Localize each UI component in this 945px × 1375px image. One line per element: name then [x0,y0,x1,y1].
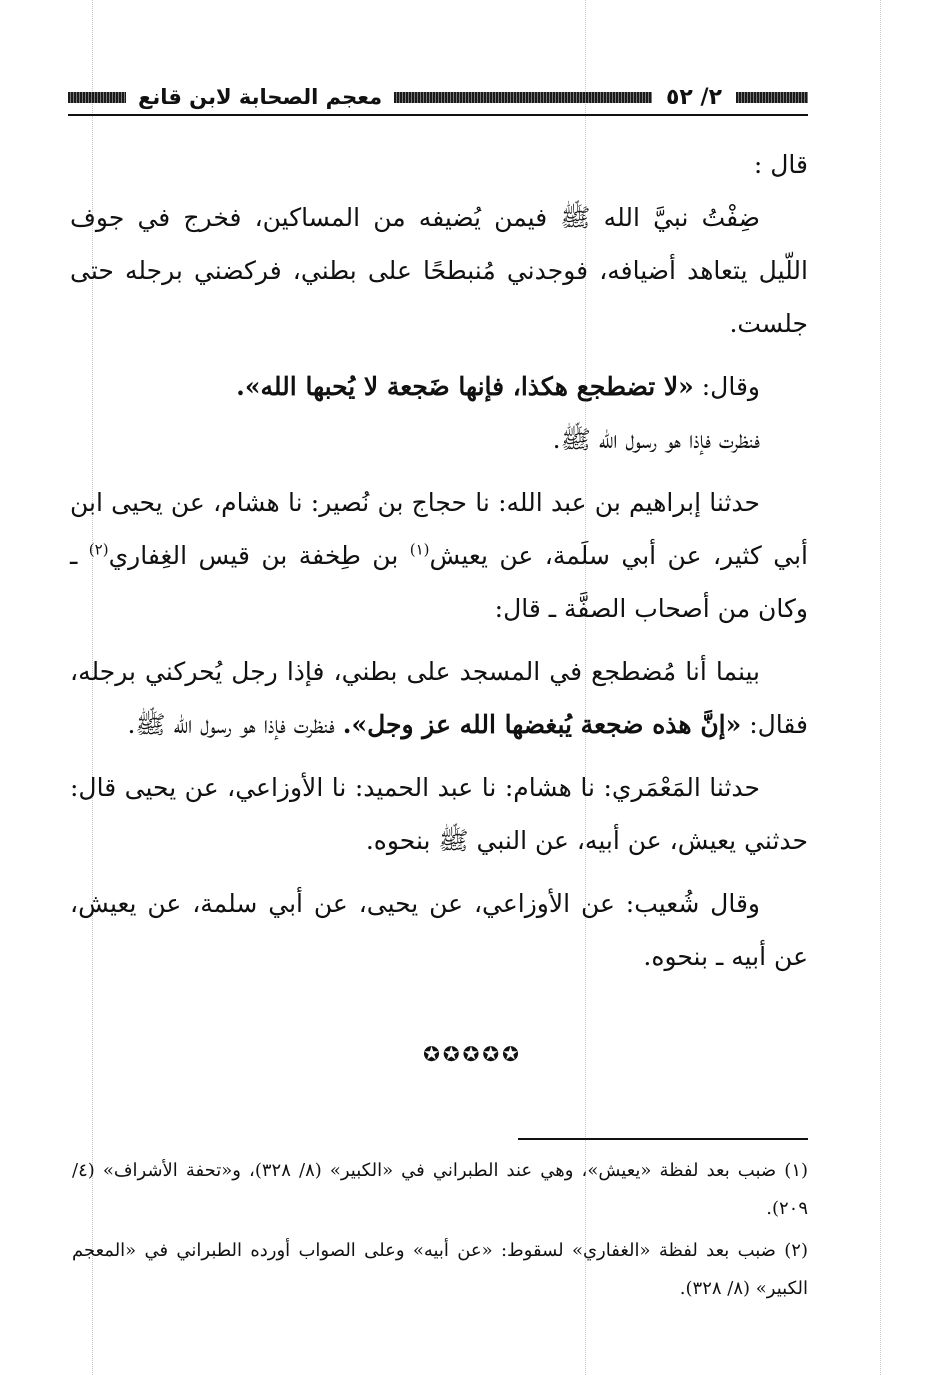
header-ornament-bar [68,92,126,103]
hadith-quote: «لا تضطجع هكذا، فإنها ضَجعة لا يُحبها الله». [236,372,694,401]
paragraph: قال : [753,150,808,179]
book-title: معجم الصحابة لابن قانع [138,85,383,109]
main-text [70,138,808,993]
running-header [68,82,808,112]
footnotes [72,1152,808,1312]
paragraph: ضِفْتُ نبيَّ الله ﷺ فيمن يُضيفه من المساكين، فخرج في جوف اللّيل يتعاهد أضيافه، فوجدني مُنبطحًا على بطني، فركضني برجله حتى جلست. [70,203,808,338]
isnad-text: ـ وكان من أصحاب الصفَّة ـ قال: [70,541,808,623]
footnote-ref[interactable]: (٢) [88,540,109,559]
paragraph [70,645,808,751]
scan-guide-line [880,0,881,1375]
footnote-ref[interactable]: (١) [409,540,430,559]
isnad-text: بن طِخفة بن قيس الغِفاري [108,541,410,570]
header-ornament-bar [736,92,808,103]
footnote-rule [518,1138,808,1140]
isnad-text: حدثنا إبراهيم بن عبد الله: نا حجاج بن نُصير: نا هشام، عن يحيى ابن أبي كثير، عن أبي سلَمة، عن يعيش [70,488,808,570]
paragraph-lead: وقال: [693,372,760,401]
paragraph: حدثنا المَعْمَري: نا هشام: نا عبد الحميد: نا الأوزاعي، عن يحيى قال: حدثني يعيش، عن أبيه، عن النبي ﷺ بنحوه. [70,773,808,855]
header-rule [68,114,808,116]
paragraph: وقال شُعيب: عن الأوزاعي، عن يحيى، عن أبي سلمة، عن يعيش، عن أبيه ـ بنحوه. [70,889,808,971]
paragraph [70,476,808,635]
page-number: ٢/ ٥٢ [666,84,722,110]
header-ornament-bar [394,92,652,103]
matn-text: بينما أنا مُضطجع في المسجد على بطني، فإذا رجل يُحركني برجله، فقال: [70,657,808,739]
paragraph [70,360,808,413]
section-separator: ✪✪✪✪✪ [423,1042,522,1066]
footnote: (٢) ضبب بعد لفظة «الغفاري» لسقوط: «عن أبيه» وعلى الصواب أورده الطبراني في «المعجم الكبير» (٨/ ٣٢٨). [72,1240,808,1299]
hadith-quote: «إنَّ هذه ضجعة يُبغضها الله عز وجل». [342,710,742,739]
paragraph: فنظرت فإذا هو رسول الله ﷺ. [552,425,760,454]
matn-text: فنظرت فإذا هو رسول الله ﷺ. [127,710,343,739]
footnote: (١) ضبب بعد لفظة «يعيش»، وهي عند الطبراني في «الكبير» (٨/ ٣٢٨)، و«تحفة الأشراف» (٤/ ٢٠٩). [72,1160,809,1219]
